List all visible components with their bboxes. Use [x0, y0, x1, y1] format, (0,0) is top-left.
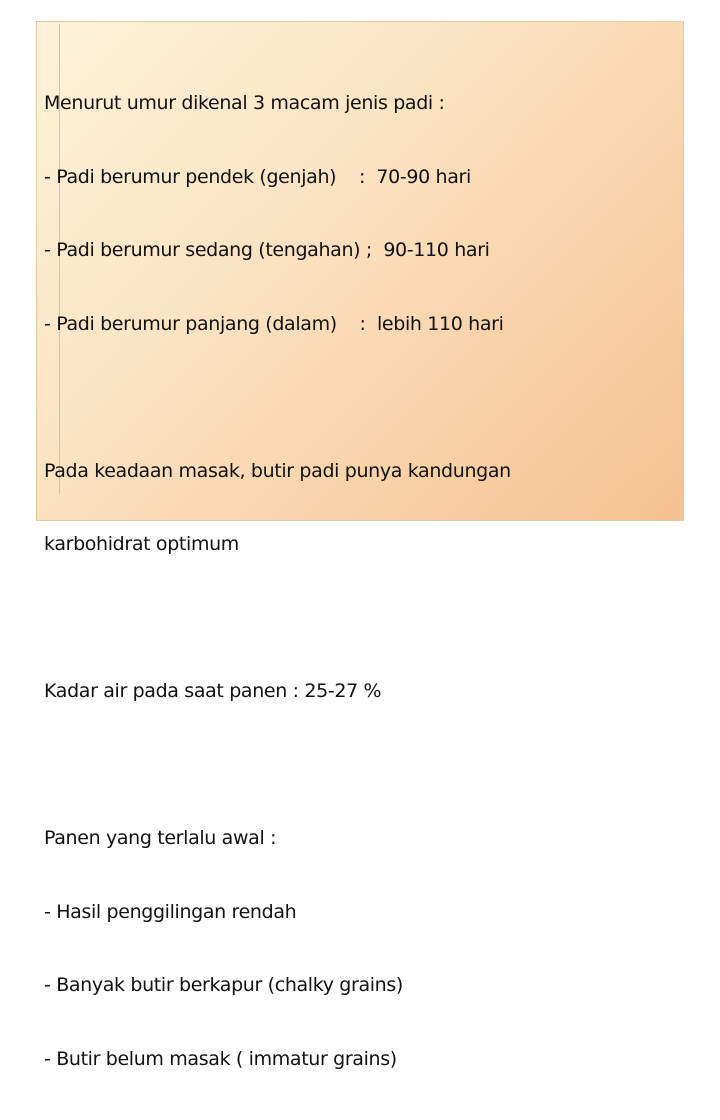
moisture-content-line: Kadar air pada saat panen : 25-27 %: [44, 680, 382, 702]
spacer: [44, 385, 511, 410]
rice-type-medium: - Padi berumur sedang (tengahan) ; 90-110 hari: [44, 239, 490, 261]
slide-text-body: [44, 42, 511, 1120]
rice-types-heading: Menurut umur dikenal 3 macam jenis padi :: [44, 92, 445, 114]
rice-type-short: - Padi berumur pendek (genjah) : 70-90 hari: [44, 165, 471, 188]
rice-type-long: - Padi berumur panjang (dalam) : lebih 110 hari: [44, 312, 504, 335]
early-harvest-heading: Panen yang terlalu awal :: [44, 827, 277, 849]
early-harvest-item-3: - Butir belum masak ( immatur grains): [44, 1047, 397, 1070]
spacer: [44, 606, 511, 631]
spacer: [44, 753, 511, 778]
ripe-grain-line-2: karbohidrat optimum: [44, 533, 239, 555]
early-harvest-item-1: - Hasil penggilingan rendah: [44, 900, 297, 923]
early-harvest-item-2: - Banyak butir berkapur (chalky grains): [44, 974, 403, 996]
ripe-grain-line-1: Pada keadaan masak, butir padi punya kandungan: [44, 459, 511, 482]
